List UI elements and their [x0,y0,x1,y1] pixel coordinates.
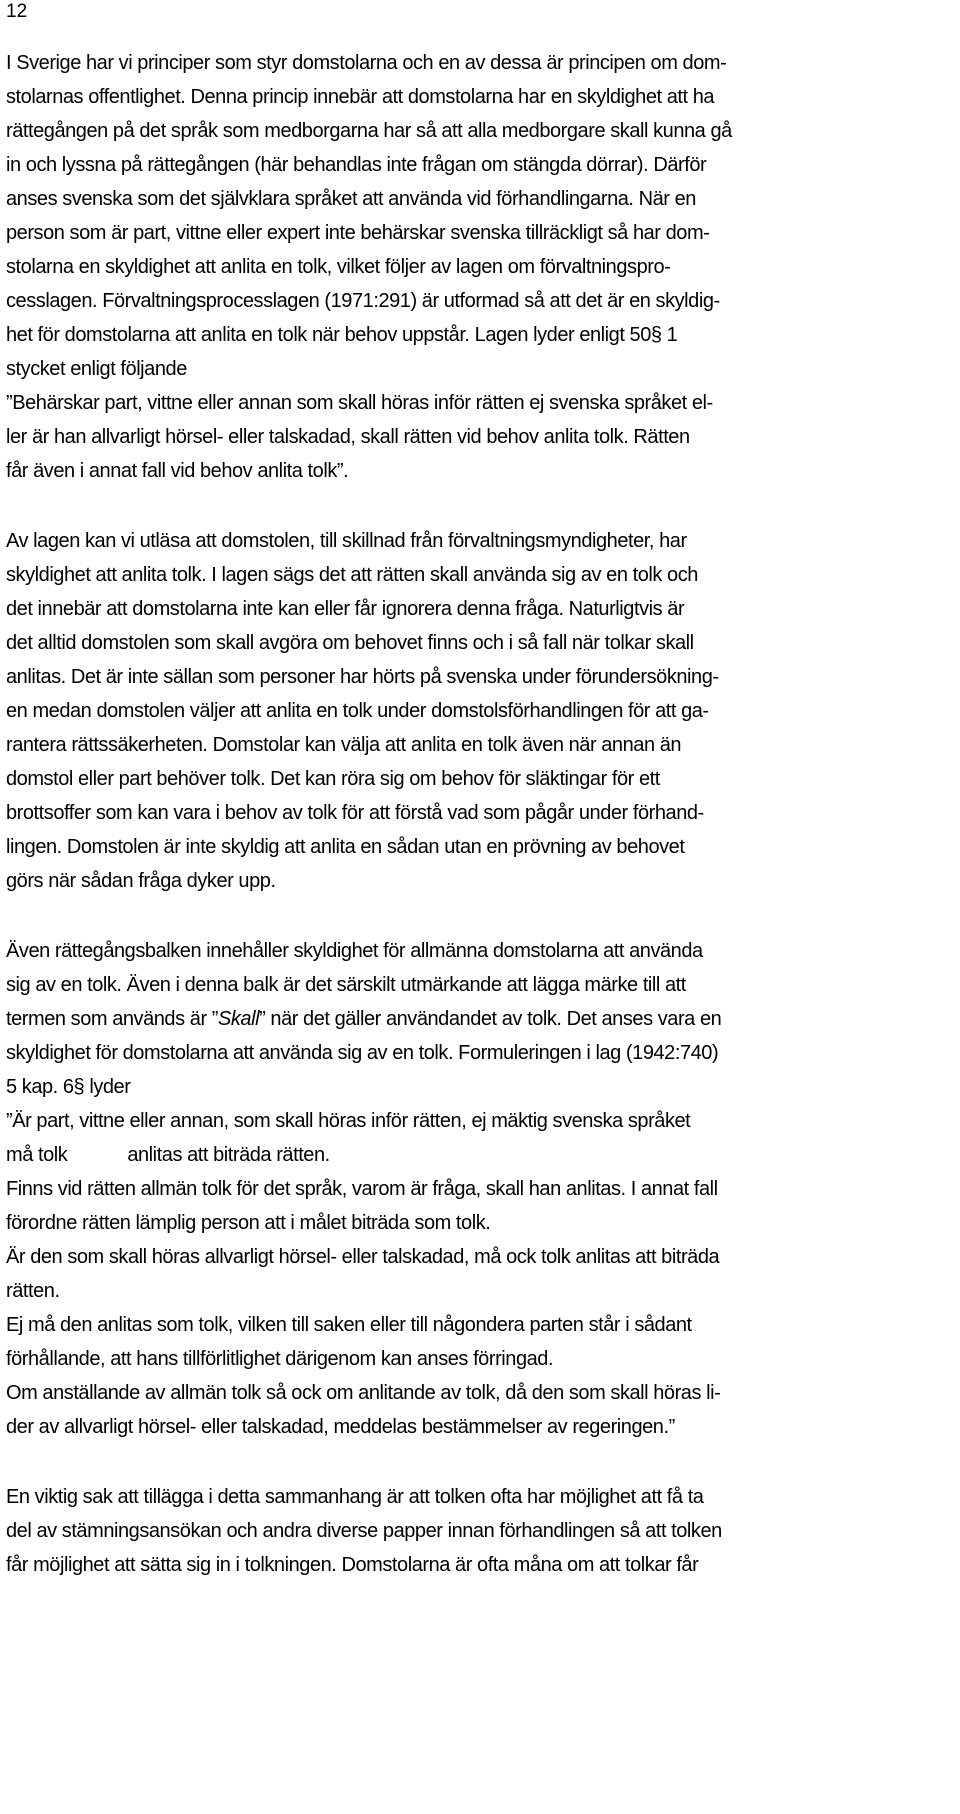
text-line-27-part-1: termen som används är ” [6,1008,218,1030]
quote-line-8: Är den som skall höras allvarligt hörsel- eller talskadad, må ock tolk anlitas att biträda [6,1246,720,1268]
quote-line-7: förordne rätten lämplig person att i målet biträda som tolk. [6,1212,491,1234]
text-line-42: En viktig sak att tillägga i detta sammanhang är att tolken ofta har möjlighet att få ta [6,1486,704,1508]
quote-line-2: ler är han allvarligt hörsel- eller talskadad, skall rätten vid behov anlita tolk. Rätten [6,426,690,448]
text-line-24: görs när sådan fråga dyker upp. [6,870,276,892]
text-line-14: Av lagen kan vi utläsa att domstolen, till skillnad från förvaltningsmyndigheter, har [6,530,687,552]
text-line-10: stycket enligt följande [6,358,187,380]
text-line-25: Även rättegångsbalken innehåller skyldighet för allmänna domstolarna att använda [6,940,703,962]
quote-line-5-part-2: anlitas att biträda rätten. [127,1144,330,1166]
text-line-9: het för domstolarna att anlita en tolk när behov uppstår. Lagen lyder enligt 50§ 1 [6,324,678,346]
text-line-20: rantera rättssäkerheten. Domstolar kan välja att anlita en tolk även när annan än [6,734,682,756]
quote-line-11: förhållande, att hans tillförlitlighet därigenom kan anses förringad. [6,1348,554,1370]
text-line-28: skyldighet för domstolarna att använda sig av en tolk. Formuleringen i lag (1942:740) [6,1042,719,1064]
quote-line-1: ”Behärskar part, vittne eller annan som skall höras inför rätten ej svenska språket el- [6,392,713,414]
quote-line-5 [6,1138,952,1172]
text-line-29: 5 kap. 6§ lyder [6,1076,131,1098]
text-line-2: stolarnas offentlighet. Denna princip innebär att domstolarna har en skyldighet att ha [6,86,715,108]
text-line-7: stolarna en skyldighet att anlita en tolk, vilket följer av lagen om förvaltningspro- [6,256,671,278]
text-line-22: brottsoffer som kan vara i behov av tolk för att förstå vad som pågår under förhand- [6,802,704,824]
text-line-3: rättegången på det språk som medborgarna har så att alla medborgare skall kunna gå [6,120,732,142]
text-line-17: det alltid domstolen som skall avgöra om behovet finns och i så fall när tolkar skall [6,632,694,654]
text-line-21: domstol eller part behöver tolk. Det kan röra sig om behov för släktingar för ett [6,768,660,790]
quote-line-13: der av allvarligt hörsel- eller talskadad, meddelas bestämmelser av regeringen.” [6,1416,675,1438]
text-line-8: cesslagen. Förvaltningsprocesslagen (1971:291) är utformad så att det är en skyldig- [6,290,720,312]
text-line-26: sig av en tolk. Även i denna balk är det särskilt utmärkande att lägga märke till att [6,974,686,996]
quote-line-3: får även i annat fall vid behov anlita tolk”. [6,460,349,482]
text-line-16: det innebär att domstolarna inte kan eller får ignorera denna fråga. Naturligtvis är [6,598,685,620]
text-line-5: anses svenska som det självklara språket att använda vid förhandlingarna. När en [6,188,696,210]
text-line-27-part-2: ” när det gäller användandet av tolk. Det anses vara en [259,1008,722,1030]
text-line-23: lingen. Domstolen är inte skyldig att anlita en sådan utan en prövning av behovet [6,836,685,858]
text-line-15: skyldighet att anlita tolk. I lagen sägs det att rätten skall använda sig av en tolk och [6,564,698,586]
quote-line-12: Om anställande av allmän tolk så ock om anlitande av tolk, då den som skall höras li- [6,1382,721,1404]
text-line-27 [6,1002,952,1036]
text-line-4: in och lyssna på rättegången (här behandlas inte frågan om stängda dörrar). Därför [6,154,707,176]
text-line-19: en medan domstolen väljer att anlita en tolk under domstolsförhandlingen för att ga- [6,700,709,722]
quote-line-4: ”Är part, vittne eller annan, som skall höras inför rätten, ej mäktig svenska språket [6,1110,691,1132]
text-line-18: anlitas. Det är inte sällan som personer har hörts på svenska under förundersökning- [6,666,719,688]
text-line-1: I Sverige har vi principer som styr domstolarna och en av dessa är principen om dom- [6,52,727,74]
quote-line-9: rätten. [6,1280,60,1302]
skall-emphasis: Skall [217,1008,260,1030]
text-line-44: får möjlighet att sätta sig in i tolkningen. Domstolarna är ofta måna om att tolkar får [6,1554,699,1576]
quote-line-10: Ej må den anlitas som tolk, vilken till saken eller till någondera parten står i sådant [6,1314,692,1336]
quote-line-6: Finns vid rätten allmän tolk för det språk, varom är fråga, skall han anlitas. I annat fall [6,1178,718,1200]
quote-line-5-part-1: må tolk [6,1144,68,1166]
text-line-6: person som är part, vittne eller expert inte behärskar svenska tillräckligt så har dom- [6,222,710,244]
text-line-43: del av stämningsansökan och andra diverse papper innan förhandlingen så att tolken [6,1520,722,1542]
page-number: 12 [6,1,28,22]
